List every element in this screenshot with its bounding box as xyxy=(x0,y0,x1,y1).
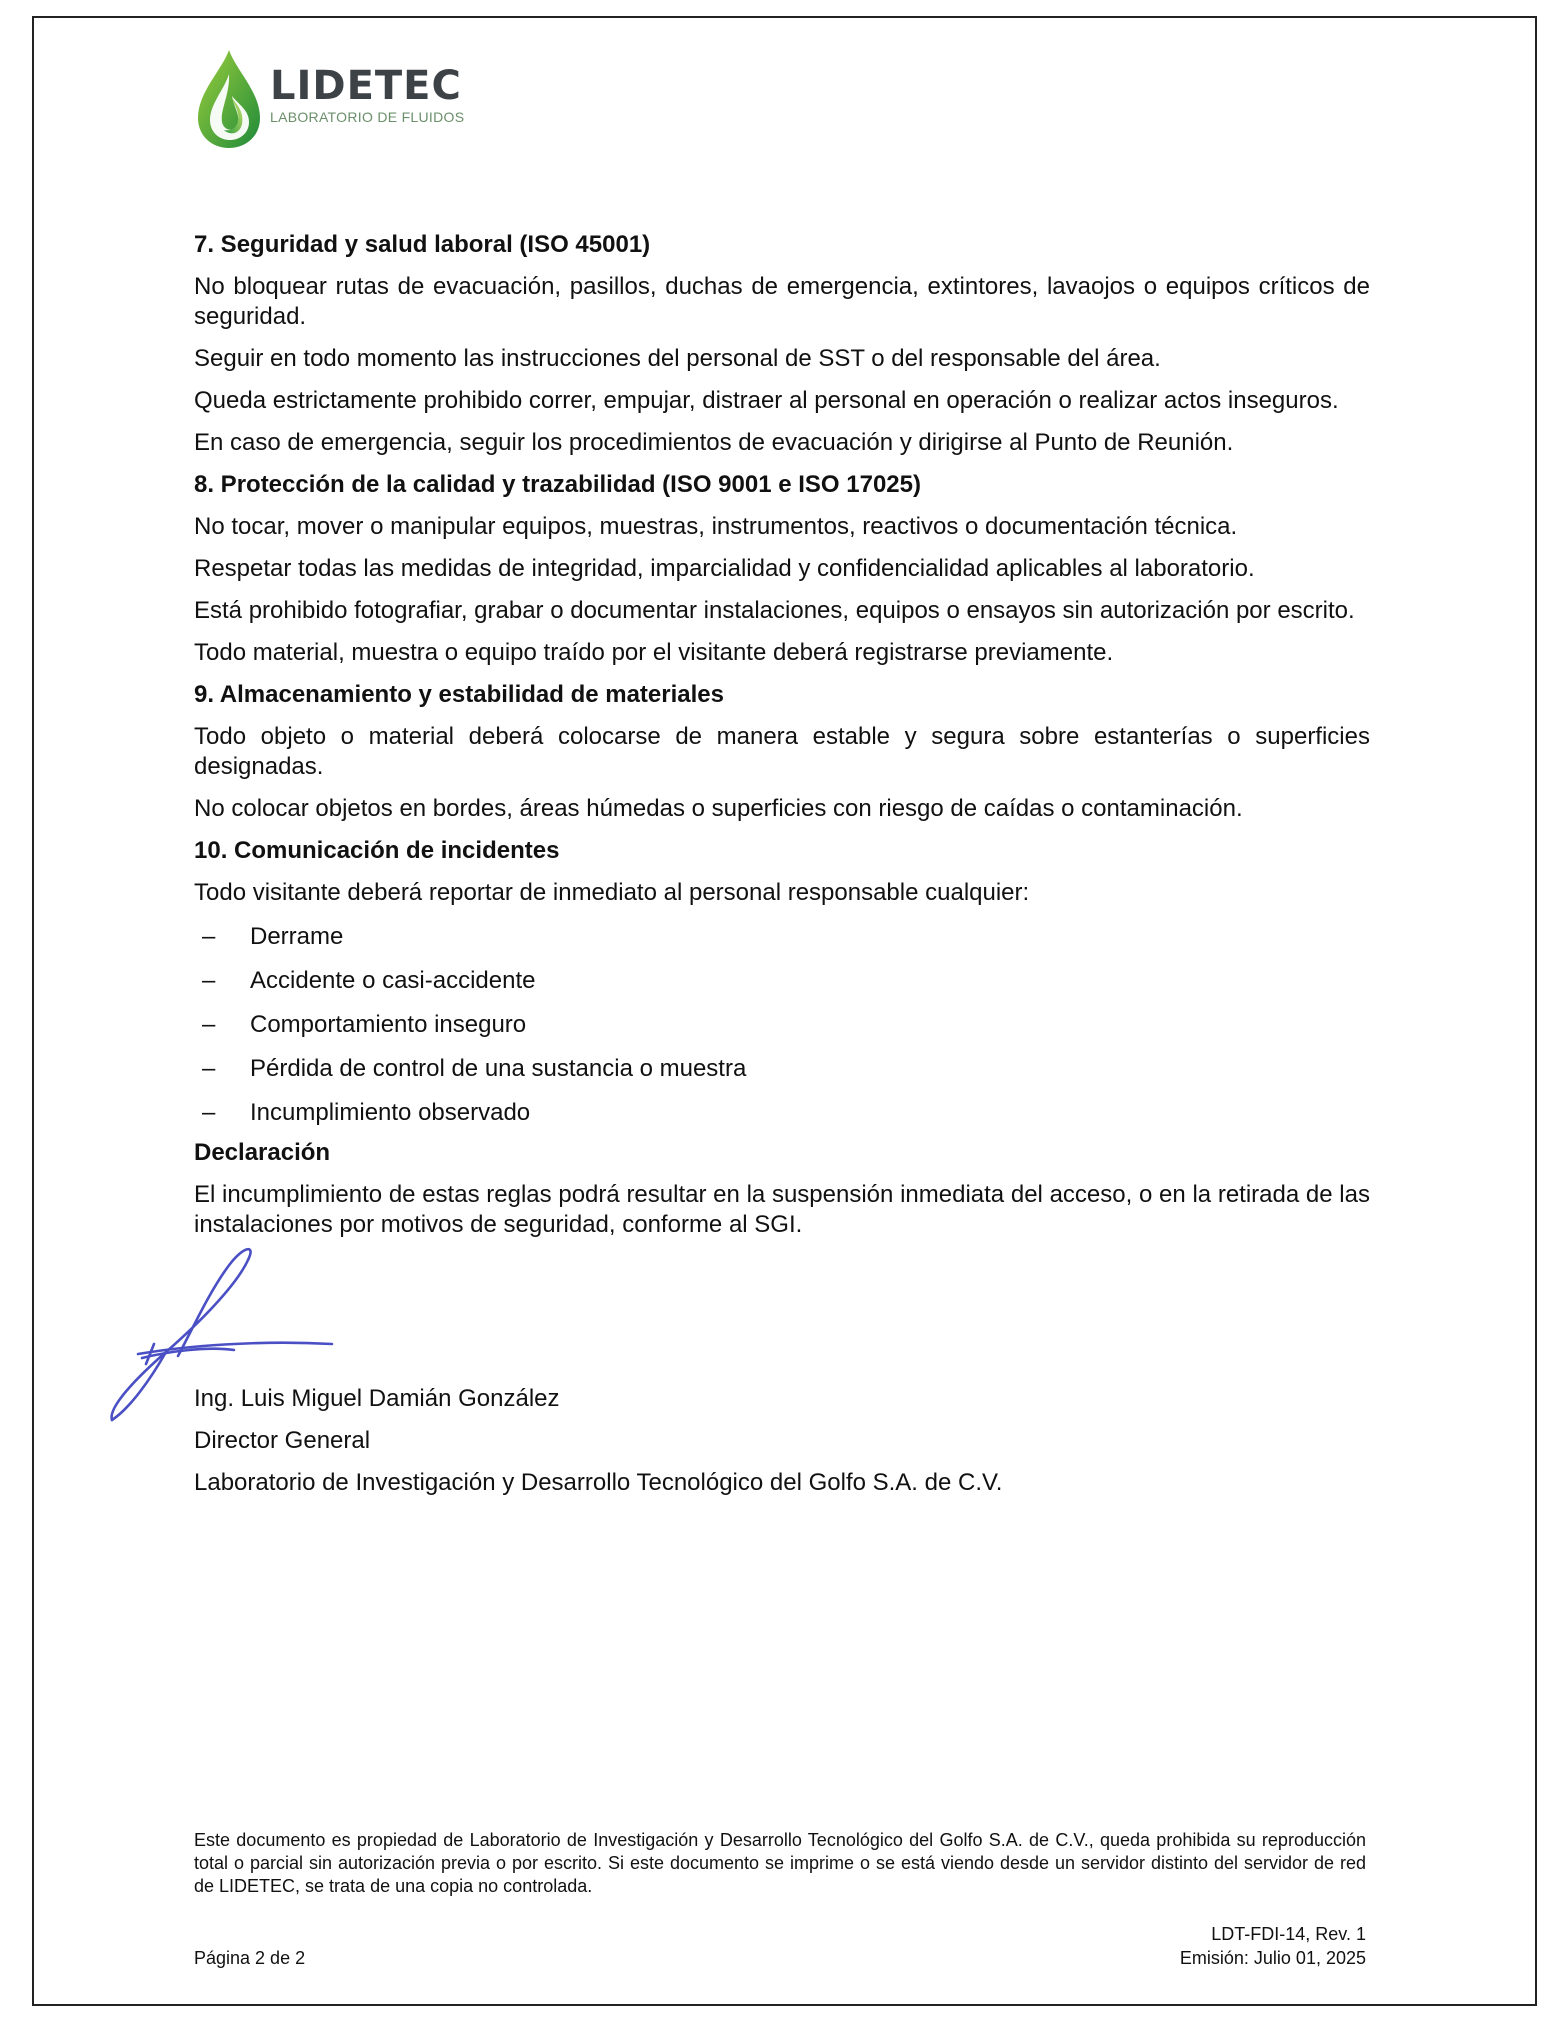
paragraph: Todo material, muestra o equipo traído por el visitante deberá registrarse previamente. xyxy=(194,639,1114,666)
paragraph: Queda estrictamente prohibido correr, empujar, distraer al personal en operación o realizar actos inseguros. xyxy=(194,387,1339,414)
dash-bullet: – xyxy=(202,1011,216,1038)
paragraph: Está prohibido fotografiar, grabar o documentar instalaciones, equipos o ensayos sin autorización por escrito. xyxy=(194,597,1355,624)
paragraph: En caso de emergencia, seguir los procedimientos de evacuación y dirigirse al Punto de Reunión. xyxy=(194,429,1234,456)
signer-title: Director General xyxy=(194,1427,371,1454)
list-item-text: Derrame xyxy=(250,923,344,950)
list-item-text: Accidente o casi-accidente xyxy=(250,967,536,994)
section-heading: 9. Almacenamiento y estabilidad de materiales xyxy=(194,681,724,708)
document-reference xyxy=(1180,1922,1366,1970)
list-item-text: Incumplimiento observado xyxy=(250,1099,531,1126)
paragraph: Seguir en todo momento las instrucciones del personal de SST o del responsable del área. xyxy=(194,345,1161,372)
paragraph: El incumplimiento de estas reglas podrá resultar en la suspensión inmediata del acceso, o en la retirada de las instalaciones por motivos de seguridad, conforme al SGI. xyxy=(194,1181,1370,1238)
paragraph: No colocar objetos en bordes, áreas húmedas o superficies con riesgo de caídas o contaminación. xyxy=(194,795,1243,822)
list-item xyxy=(194,1098,1370,1128)
paragraph: Respetar todas las medidas de integridad, imparcialidad y confidencialidad aplicables al laboratorio. xyxy=(194,555,1255,582)
dash-bullet: – xyxy=(202,967,216,994)
document-body xyxy=(194,230,1370,1252)
signer-organization: Laboratorio de Investigación y Desarrollo Tecnológico del Golfo S.A. de C.V. xyxy=(194,1469,1003,1496)
section-incidents xyxy=(194,836,1370,1128)
section-heading: 10. Comunicación de incidentes xyxy=(194,837,560,864)
footer-bottom xyxy=(194,1914,1366,1970)
page-number: Página 2 de 2 xyxy=(194,1948,306,1968)
list-item-text: Comportamiento inseguro xyxy=(250,1011,527,1038)
issue-date: Emisión: Julio 01, 2025 xyxy=(1179,1948,1366,1968)
section-quality xyxy=(194,470,1370,668)
paragraph: Todo objeto o material deberá colocarse de manera estable y segura sobre estanterías o superficies designadas. xyxy=(194,723,1370,780)
list-item xyxy=(194,922,1370,952)
drop-logo-icon xyxy=(194,48,264,152)
list-item xyxy=(194,1010,1370,1040)
list-item xyxy=(194,966,1370,996)
logo-name: LIDETEC xyxy=(270,63,462,109)
company-logo xyxy=(194,48,474,152)
footer-notice: Este documento es propiedad de Laboratorio de Investigación y Desarrollo Tecnológico del Golfo S.A. de C.V., queda prohibida su reproducción total o parcial sin autorización previa o por escrito. Si este documento se imprime o se está viendo desde un servidor distinto del servidor de red de LIDETEC, se trata de una copia no controlada. xyxy=(194,1830,1366,1896)
list-item-text: Pérdida de control de una sustancia o muestra xyxy=(250,1055,747,1082)
paragraph: No tocar, mover o manipular equipos, muestras, instrumentos, reactivos o documentación técnica. xyxy=(194,513,1238,540)
signer-name: Ing. Luis Miguel Damián González xyxy=(194,1385,560,1412)
dash-bullet: – xyxy=(202,923,216,950)
section-heading: Declaración xyxy=(194,1139,331,1166)
list-item xyxy=(194,1054,1370,1084)
document-code: LDT-FDI-14, Rev. 1 xyxy=(1211,1924,1366,1944)
paragraph: No bloquear rutas de evacuación, pasillos, duchas de emergencia, extintores, lavaojos o equipos críticos de seguridad. xyxy=(194,273,1370,330)
section-storage xyxy=(194,680,1370,824)
section-heading: 7. Seguridad y salud laboral (ISO 45001) xyxy=(194,231,651,258)
signer-block xyxy=(194,1384,1294,1510)
section-safety xyxy=(194,230,1370,458)
section-declaration xyxy=(194,1138,1370,1240)
dash-bullet: – xyxy=(202,1055,216,1082)
incident-list xyxy=(194,922,1370,1128)
section-heading: 8. Protección de la calidad y trazabilidad (ISO 9001 e ISO 17025) xyxy=(194,471,921,498)
paragraph: Todo visitante deberá reportar de inmediato al personal responsable cualquier: xyxy=(194,879,1030,906)
dash-bullet: – xyxy=(202,1099,216,1126)
logo-subtitle: LABORATORIO DE FLUIDOS xyxy=(270,109,465,125)
